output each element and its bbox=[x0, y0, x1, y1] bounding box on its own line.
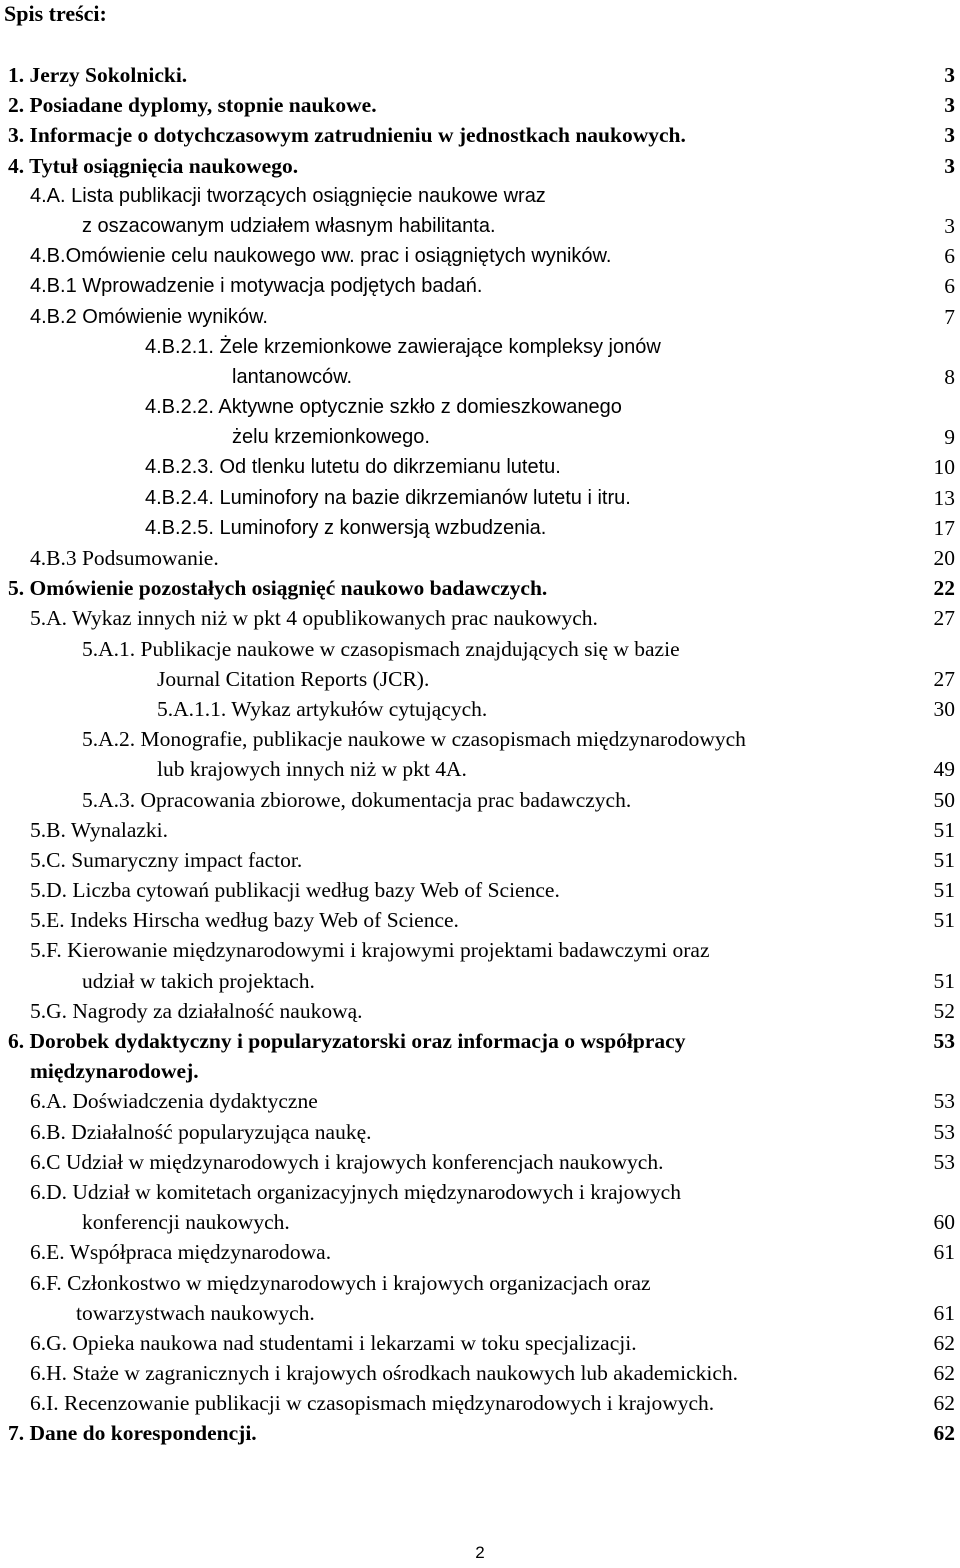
toc-entry[interactable] bbox=[0, 120, 960, 150]
toc-entry-title: 5.E. Indeks Hirscha według bazy Web of Science. bbox=[30, 908, 459, 933]
toc-entry-page: 62 bbox=[933, 1330, 955, 1355]
toc-entry[interactable] bbox=[0, 1237, 960, 1267]
toc-entry-title: Journal Citation Reports (JCR). bbox=[157, 666, 430, 691]
toc-entry-page: 27 bbox=[933, 666, 955, 691]
page-number: 2 bbox=[475, 1543, 485, 1562]
toc-entry[interactable] bbox=[0, 302, 960, 332]
toc-entry[interactable] bbox=[0, 1268, 960, 1298]
toc-entry-title: 7. Dane do korespondencji. bbox=[8, 1421, 257, 1446]
toc-entry[interactable] bbox=[0, 875, 960, 905]
toc-entry-title: 5.D. Liczba cytowań publikacji według bazy Web of Science. bbox=[30, 878, 560, 903]
toc-entry-page: 30 bbox=[933, 696, 955, 721]
toc-entry[interactable] bbox=[0, 724, 960, 754]
toc-entry-title: 6.G. Opieka naukowa nad studentami i lekarzami w toku specjalizacji. bbox=[30, 1330, 637, 1355]
toc-entry-page: 22 bbox=[933, 576, 955, 601]
toc-entry-page: 50 bbox=[933, 787, 955, 812]
toc-entry[interactable] bbox=[0, 1388, 960, 1418]
toc-entry-page: 3 bbox=[944, 63, 955, 87]
toc-entry-page: 6 bbox=[944, 274, 955, 299]
toc-entry[interactable] bbox=[0, 785, 960, 815]
toc-entry-title: 3. Informacje o dotychczasowym zatrudnieniu w jednostkach naukowych. bbox=[8, 123, 686, 148]
toc-entry-title: 4.B.2.1. Żele krzemionkowe zawierające kompleksy jonów bbox=[145, 335, 661, 358]
toc-entry-title: 5. Omówienie pozostałych osiągnięć naukowo badawczych. bbox=[8, 576, 548, 601]
toc-entry[interactable] bbox=[0, 935, 960, 965]
toc-entry-title: konferencji naukowych. bbox=[82, 1210, 290, 1235]
toc-entry-page: 61 bbox=[933, 1240, 955, 1265]
toc-entry-title: 6.C Udział w międzynarodowych i krajowych konferencjach naukowych. bbox=[30, 1149, 664, 1174]
toc-entry[interactable] bbox=[0, 1358, 960, 1388]
toc-entry-title: 5.A.1. Publikacje naukowe w czasopismach znajdujących się w bazie bbox=[82, 636, 680, 661]
toc-entry[interactable] bbox=[0, 1328, 960, 1358]
toc-entry[interactable] bbox=[0, 815, 960, 845]
toc-entry[interactable] bbox=[0, 452, 960, 482]
toc-entry-title: 5.A.2. Monografie, publikacje naukowe w czasopismach międzynarodowych bbox=[82, 727, 746, 752]
toc-entry-page: 60 bbox=[933, 1210, 955, 1235]
toc-entry-page: 3 bbox=[944, 153, 955, 178]
toc-entry-title: 2. Posiadane dyplomy, stopnie naukowe. bbox=[8, 93, 377, 118]
toc-entry-page: 3 bbox=[944, 93, 955, 118]
toc-entry-title: 4.B.2.5. Luminofory z konwersją wzbudzenia. bbox=[145, 516, 547, 539]
toc-entry[interactable] bbox=[0, 151, 960, 181]
toc-entry[interactable] bbox=[0, 392, 960, 422]
toc-entry-title: 4.B.3 Podsumowanie. bbox=[30, 546, 219, 570]
toc-entry-title: towarzystwach naukowych. bbox=[76, 1300, 315, 1325]
toc-entry[interactable] bbox=[0, 362, 960, 392]
toc-entry-title: 5.A.1.1. Wykaz artykułów cytujących. bbox=[157, 696, 488, 721]
toc-entry[interactable] bbox=[0, 1056, 960, 1086]
toc-entry[interactable] bbox=[0, 1026, 960, 1056]
toc-entry-title: 4.B.Omówienie celu naukowego ww. prac i osiągniętych wyników. bbox=[30, 245, 612, 268]
toc-entry-title: międzynarodowej. bbox=[30, 1059, 199, 1084]
toc-entry[interactable] bbox=[0, 634, 960, 664]
toc-entry[interactable] bbox=[0, 1207, 960, 1237]
toc-entry[interactable] bbox=[0, 483, 960, 513]
toc-entry[interactable] bbox=[0, 513, 960, 543]
toc-entry[interactable] bbox=[0, 966, 960, 996]
toc-entry-page: 17 bbox=[933, 515, 955, 540]
toc-entry-page: 6 bbox=[944, 244, 955, 269]
toc-entry[interactable] bbox=[0, 664, 960, 694]
toc-entry-page: 51 bbox=[933, 878, 955, 903]
toc-entry-page: 7 bbox=[944, 304, 955, 329]
toc-entry-page: 52 bbox=[933, 998, 955, 1023]
toc-entry-page: 20 bbox=[933, 546, 955, 570]
toc-heading: Spis treści: bbox=[4, 1, 107, 26]
toc-entry-title: żelu krzemionkowego. bbox=[232, 426, 430, 449]
toc-entry-title: 6.D. Udział w komitetach organizacyjnych międzynarodowych i krajowych bbox=[30, 1179, 681, 1204]
toc-entry-title: 6.A. Doświadczenia dydaktyczne bbox=[30, 1089, 318, 1114]
toc-entry-title: z oszacowanym udziałem własnym habilitanta. bbox=[82, 214, 496, 237]
toc-entry[interactable] bbox=[0, 241, 960, 271]
toc-entry[interactable] bbox=[0, 573, 960, 603]
toc-entry[interactable] bbox=[0, 1177, 960, 1207]
toc-entry-title: 5.B. Wynalazki. bbox=[30, 817, 169, 842]
toc-entry-page: 8 bbox=[944, 364, 955, 389]
toc-entry-title: 4.B.2.3. Od tlenku lutetu do dikrzemianu lutetu. bbox=[145, 456, 561, 479]
toc-entry[interactable] bbox=[0, 181, 960, 211]
toc-entry[interactable] bbox=[0, 1086, 960, 1116]
toc-entry-page: 51 bbox=[933, 908, 955, 933]
toc-entry[interactable] bbox=[0, 754, 960, 784]
toc-entry-title: 6.B. Działalność popularyzująca naukę. bbox=[30, 1119, 372, 1144]
toc-entry-title: 5.G. Nagrody za działalność naukową. bbox=[30, 998, 363, 1023]
toc-entry-page: 49 bbox=[933, 757, 955, 782]
toc-entry-title: 6.I. Recenzowanie publikacji w czasopismach międzynarodowych i krajowych. bbox=[30, 1391, 715, 1416]
toc-entry-page: 62 bbox=[933, 1361, 955, 1386]
toc-entry[interactable] bbox=[0, 543, 960, 573]
toc-entry[interactable] bbox=[0, 996, 960, 1026]
toc-entry-title: lantanowców. bbox=[232, 365, 353, 388]
toc-entry[interactable] bbox=[0, 845, 960, 875]
toc-entry-title: 5.A. Wykaz innych niż w pkt 4 opublikowanych prac naukowych. bbox=[30, 606, 598, 631]
toc-entry-page: 51 bbox=[933, 847, 955, 872]
toc-entry-title: 5.F. Kierowanie międzynarodowymi i krajowymi projektami badawczymi oraz bbox=[30, 938, 710, 963]
toc-entry[interactable] bbox=[0, 90, 960, 120]
toc-entry[interactable] bbox=[0, 271, 960, 301]
toc-entry-page: 51 bbox=[933, 968, 955, 993]
toc-entry[interactable] bbox=[0, 332, 960, 362]
toc-entry[interactable] bbox=[0, 694, 960, 724]
toc-entry-page: 3 bbox=[944, 123, 955, 148]
toc-entry-title: 5.A.3. Opracowania zbiorowe, dokumentacja prac badawczych. bbox=[82, 787, 632, 812]
toc-entry-page: 53 bbox=[933, 1119, 955, 1144]
toc-entry-title: 6.F. Członkostwo w międzynarodowych i krajowych organizacjach oraz bbox=[30, 1270, 651, 1295]
toc-entry-title: udział w takich projektach. bbox=[82, 968, 315, 993]
toc-entry-page: 53 bbox=[933, 1089, 955, 1114]
toc-entry-page: 27 bbox=[933, 606, 955, 631]
toc-entry-page: 9 bbox=[944, 425, 955, 450]
toc-entry-title: 4.A. Lista publikacji tworzących osiągnięcie naukowe wraz bbox=[30, 184, 546, 207]
toc-entry-page: 51 bbox=[933, 817, 955, 842]
toc-entry[interactable] bbox=[0, 603, 960, 633]
toc-entry-title: 5.C. Sumaryczny impact factor. bbox=[30, 847, 303, 872]
toc-entry[interactable] bbox=[0, 1117, 960, 1147]
toc-entry-page: 53 bbox=[933, 1029, 955, 1053]
toc-entry-title: 6.E. Współpraca międzynarodowa. bbox=[30, 1240, 332, 1265]
toc-entry[interactable] bbox=[0, 422, 960, 452]
toc-entry-title: 6. Dorobek dydaktyczny i popularyzatorski oraz informacja o współpracy bbox=[8, 1029, 686, 1053]
toc-entry-title: lub krajowych innych niż w pkt 4A. bbox=[157, 757, 467, 782]
toc-entry-title: 4. Tytuł osiągnięcia naukowego. bbox=[8, 153, 299, 178]
toc-entry[interactable] bbox=[0, 211, 960, 241]
toc-entry-page: 61 bbox=[933, 1300, 955, 1325]
toc-entry-title: 4.B.1 Wprowadzenie i motywacja podjętych badań. bbox=[30, 275, 483, 298]
toc-entry[interactable] bbox=[0, 1418, 960, 1448]
toc-entry-title: 4.B.2.2. Aktywne optycznie szkło z domieszkowanego bbox=[145, 396, 622, 419]
toc-entry[interactable] bbox=[0, 1147, 960, 1177]
toc-entry-title: 6.H. Staże w zagranicznych i krajowych ośrodkach naukowych lub akademickich. bbox=[30, 1361, 739, 1386]
toc-entry-page: 3 bbox=[944, 213, 955, 238]
toc-entry-page: 13 bbox=[933, 485, 955, 510]
toc-entry-page: 10 bbox=[933, 455, 955, 480]
toc-entry-title: 1. Jerzy Sokolnicki. bbox=[8, 63, 188, 87]
toc-entry-title: 4.B.2.4. Luminofory na bazie dikrzemianów lutetu i itru. bbox=[145, 486, 631, 509]
toc-entry-page: 62 bbox=[933, 1391, 955, 1416]
toc-entry-title: 4.B.2 Omówienie wyników. bbox=[30, 305, 268, 328]
toc-entry[interactable] bbox=[0, 60, 960, 90]
toc-entry[interactable] bbox=[0, 905, 960, 935]
toc-entry-page: 53 bbox=[933, 1149, 955, 1174]
toc-entry[interactable] bbox=[0, 1298, 960, 1328]
table-of-contents bbox=[0, 60, 960, 1449]
toc-entry-page: 62 bbox=[933, 1421, 955, 1446]
